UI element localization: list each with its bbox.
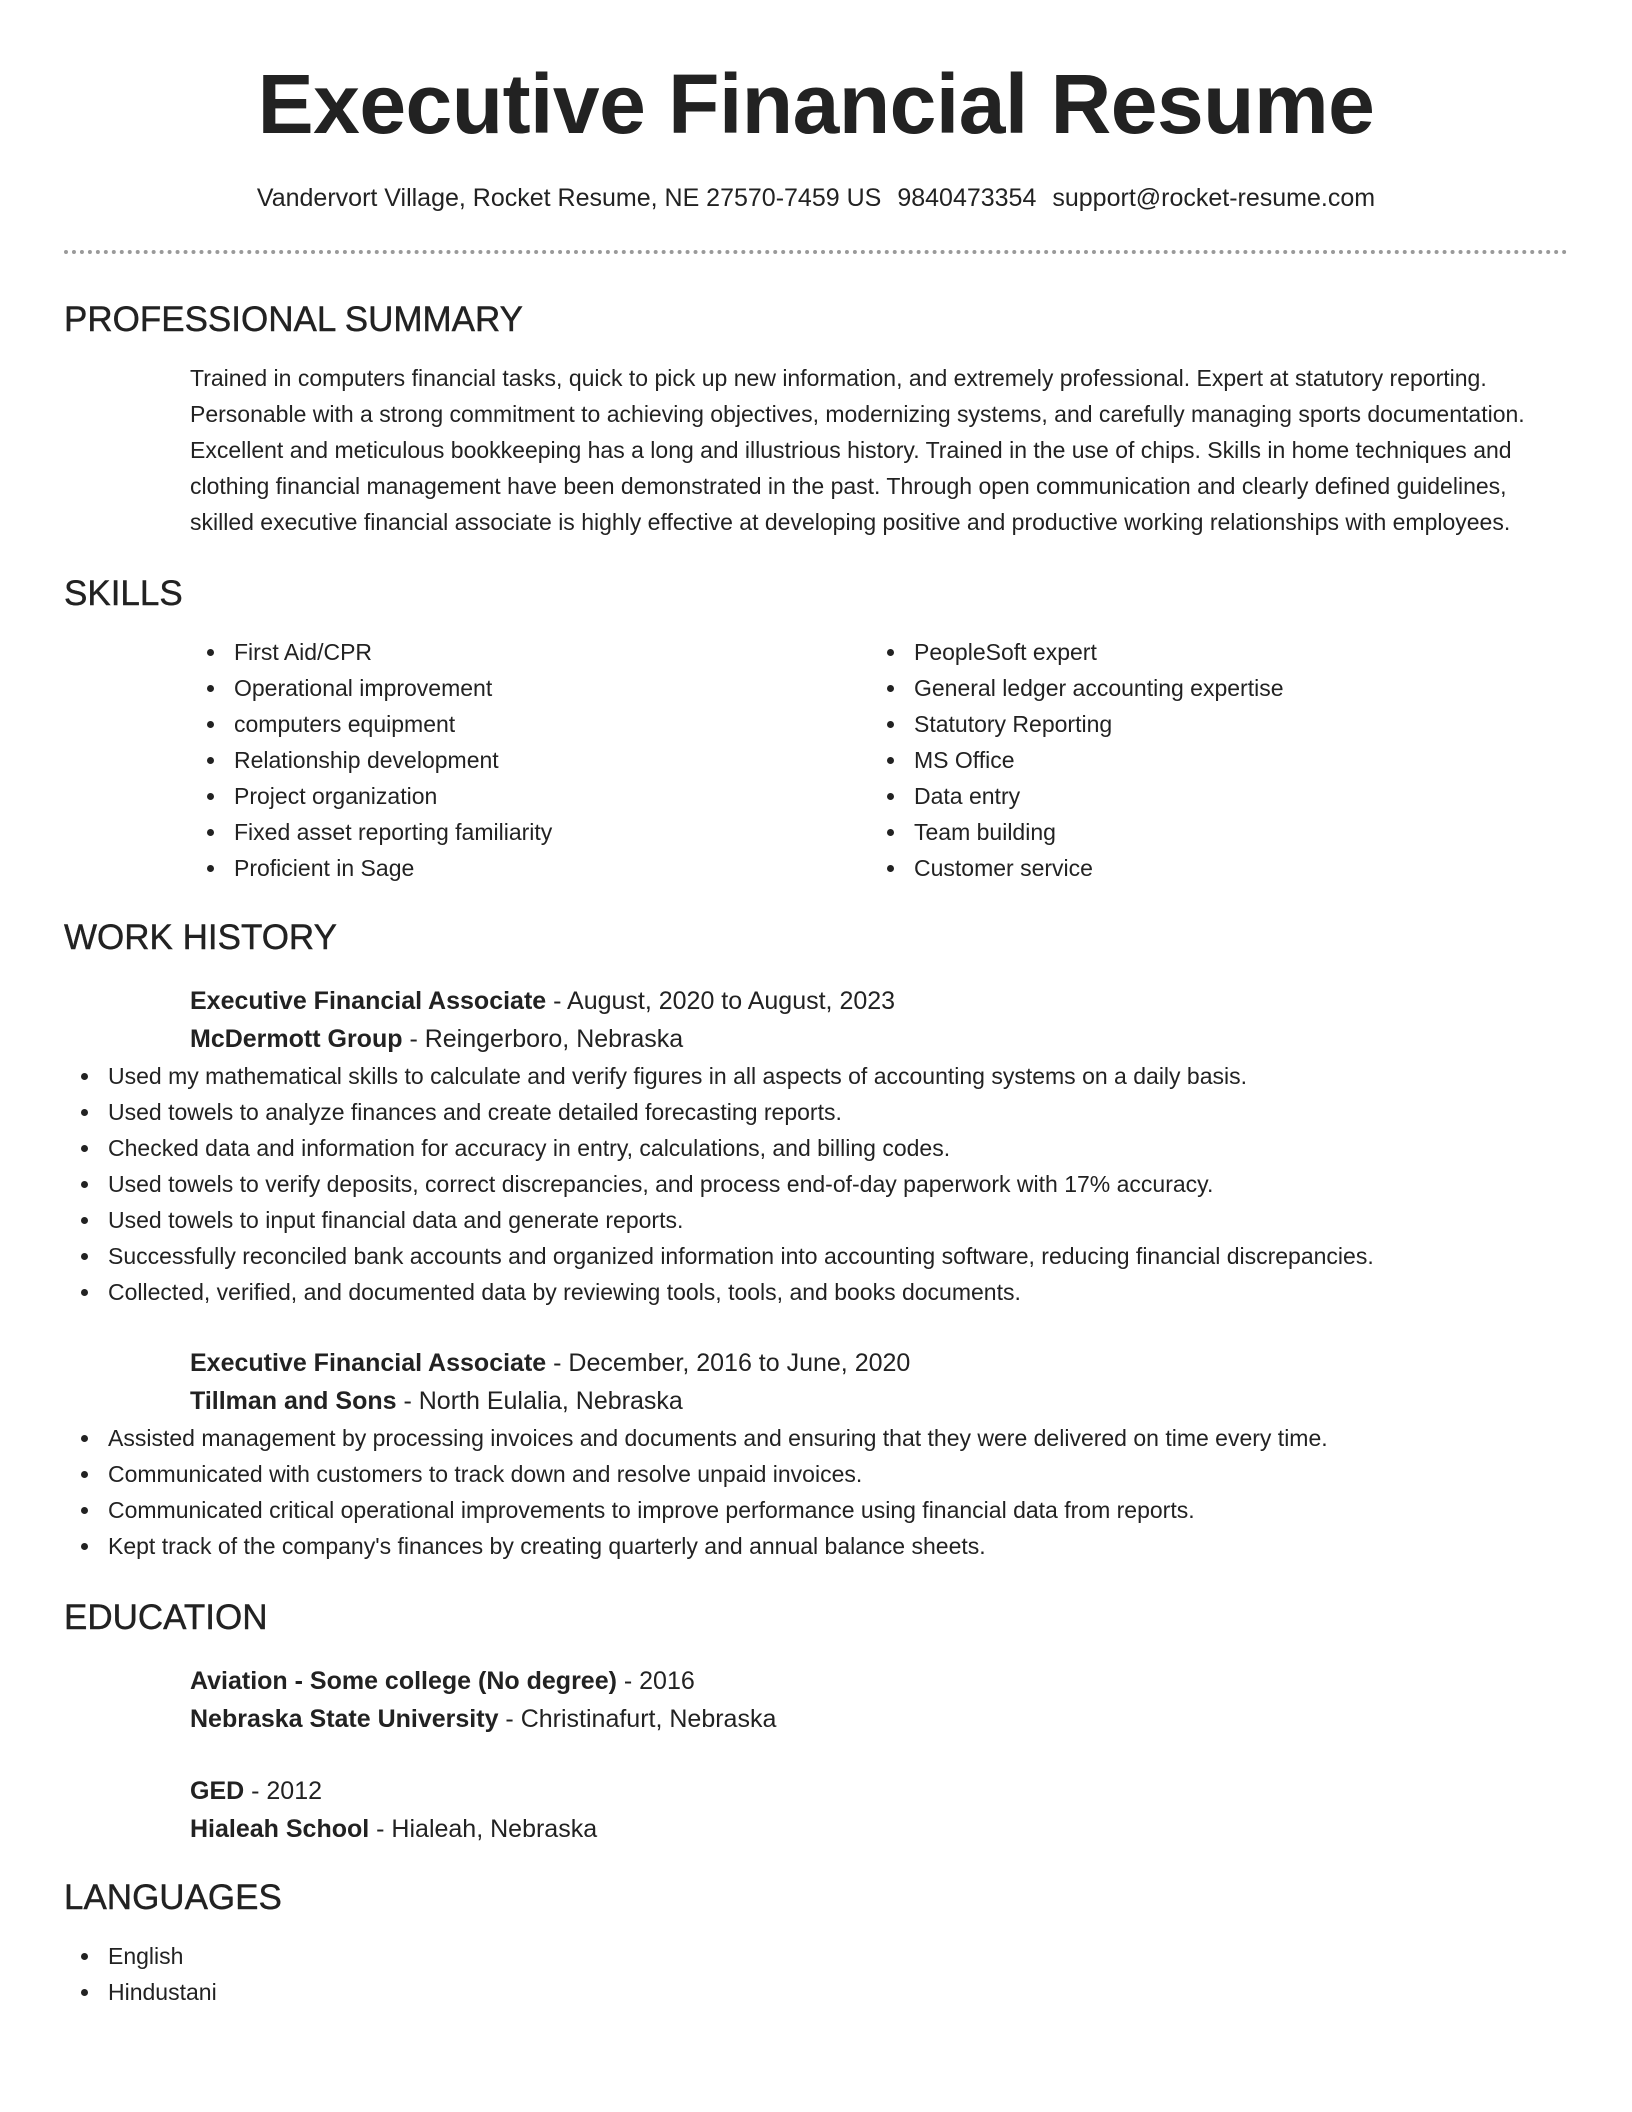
education-year: - 2016 <box>616 1667 695 1695</box>
language-item: English <box>64 1938 1568 1974</box>
skill-item: computers equipment <box>190 706 870 742</box>
education-degree-line <box>190 1772 1568 1810</box>
skill-item: PeopleSoft expert <box>870 634 1550 670</box>
skill-item: Operational improvement <box>190 670 870 706</box>
education-school: Hialeah School <box>190 1815 370 1843</box>
education-entry <box>190 1772 1568 1848</box>
job-location: - Reingerboro, Nebraska <box>402 1025 684 1053</box>
skills-title: SKILLS <box>64 574 183 613</box>
job-dates: - August, 2020 to August, 2023 <box>546 987 896 1015</box>
skill-item: Proficient in Sage <box>190 850 870 886</box>
skill-item: General ledger accounting expertise <box>870 670 1550 706</box>
work-section <box>64 916 1568 1564</box>
skill-item: Data entry <box>870 778 1550 814</box>
job-bullet: Assisted management by processing invoices and documents and ensuring that they were delivered on time every time. <box>64 1420 1568 1456</box>
job-company-line <box>190 1382 1568 1420</box>
skill-item: Relationship development <box>190 742 870 778</box>
job-bullet: Checked data and information for accuracy in entry, calculations, and billing codes. <box>64 1130 1568 1166</box>
skill-item: Team building <box>870 814 1550 850</box>
summary-text: Trained in computers financial tasks, quick to pick up new information, and extremely professional. Expert at statutory reporting. Personable with a strong commitment to achieving objectives, modernizing systems, and carefully managing sports documentation. Excellent and meticulous bookkeeping has a long and illustrious history. Trained in the use of chips. Skills in home techniques and clothing financial management have been demonstrated in the past. Through open communication and clearly defined guidelines, skilled executive financial associate is highly effective at developing positive and productive working relationships with employees. <box>190 365 1525 535</box>
job-company-line <box>190 1020 1568 1058</box>
contact-address: Vandervort Village, Rocket Resume, NE 27570-7459 US <box>256 184 882 212</box>
skill-item: Project organization <box>190 778 870 814</box>
languages-title: LANGUAGES <box>64 1878 282 1917</box>
contact-phone: 9840473354 <box>897 184 1037 212</box>
job-bullet: Used my mathematical skills to calculate and verify figures in all aspects of accounting systems on a daily basis. <box>64 1058 1568 1094</box>
education-year: - 2012 <box>244 1777 323 1805</box>
education-location: - Christinafurt, Nebraska <box>498 1705 777 1733</box>
skills-grid <box>190 634 1568 886</box>
education-school: Nebraska State University <box>190 1705 499 1733</box>
header-divider <box>64 250 1568 254</box>
job-bullet: Used towels to analyze finances and create detailed forecasting reports. <box>64 1094 1568 1130</box>
education-title: EDUCATION <box>64 1598 268 1637</box>
job-company: McDermott Group <box>190 1025 403 1053</box>
language-item: Hindustani <box>64 1974 1568 2010</box>
skills-column-left <box>190 634 870 886</box>
education-location: - Hialeah, Nebraska <box>369 1815 598 1843</box>
summary-title: PROFESSIONAL SUMMARY <box>64 300 523 339</box>
job-company: Tillman and Sons <box>190 1387 397 1415</box>
job-role: Executive Financial Associate <box>190 987 547 1015</box>
job-bullet: Used towels to input financial data and generate reports. <box>64 1202 1568 1238</box>
skills-list-right <box>870 634 1550 886</box>
education-section <box>64 1596 1568 1848</box>
skills-list-left <box>190 634 870 886</box>
job-bullet: Used towels to verify deposits, correct discrepancies, and process end-of-day paperwork with 17% accuracy. <box>64 1166 1568 1202</box>
education-degree-line <box>190 1662 1568 1700</box>
education-school-line <box>190 1810 1568 1848</box>
languages-list <box>64 1938 1568 2010</box>
job-bullets <box>64 1420 1568 1564</box>
languages-section <box>64 1876 1568 2010</box>
skills-column-right <box>870 634 1550 886</box>
job-location: - North Eulalia, Nebraska <box>396 1387 683 1415</box>
skill-item: MS Office <box>870 742 1550 778</box>
skill-item: Statutory Reporting <box>870 706 1550 742</box>
resume-name: Executive Financial Resume <box>257 57 1375 151</box>
job-role: Executive Financial Associate <box>190 1349 547 1377</box>
job-entry <box>190 982 1568 1058</box>
job-bullet: Communicated with customers to track down and resolve unpaid invoices. <box>64 1456 1568 1492</box>
work-title: WORK HISTORY <box>64 918 337 957</box>
job-bullets <box>64 1058 1568 1310</box>
education-school-line <box>190 1700 1568 1738</box>
job-role-line <box>190 1344 1568 1382</box>
job-dates: - December, 2016 to June, 2020 <box>546 1349 911 1377</box>
job-role-line <box>190 982 1568 1020</box>
skill-item: First Aid/CPR <box>190 634 870 670</box>
skill-item: Fixed asset reporting familiarity <box>190 814 870 850</box>
job-bullet: Communicated critical operational improvements to improve performance using financial data from reports. <box>64 1492 1568 1528</box>
summary-section <box>64 298 1568 540</box>
education-degree: GED <box>190 1777 245 1805</box>
job-bullet: Successfully reconciled bank accounts and organized information into accounting software, reducing financial discrepancies. <box>64 1238 1568 1274</box>
education-entry <box>190 1662 1568 1738</box>
contact-email: support@rocket-resume.com <box>1052 184 1376 212</box>
education-degree: Aviation - Some college (No degree) <box>190 1667 617 1695</box>
job-bullet: Kept track of the company's finances by creating quarterly and annual balance sheets. <box>64 1528 1568 1564</box>
contact-line <box>64 182 1568 214</box>
skills-section <box>64 572 1568 886</box>
job-entry <box>190 1344 1568 1420</box>
job-bullet: Collected, verified, and documented data by reviewing tools, tools, and books documents. <box>64 1274 1568 1310</box>
skill-item: Customer service <box>870 850 1550 886</box>
